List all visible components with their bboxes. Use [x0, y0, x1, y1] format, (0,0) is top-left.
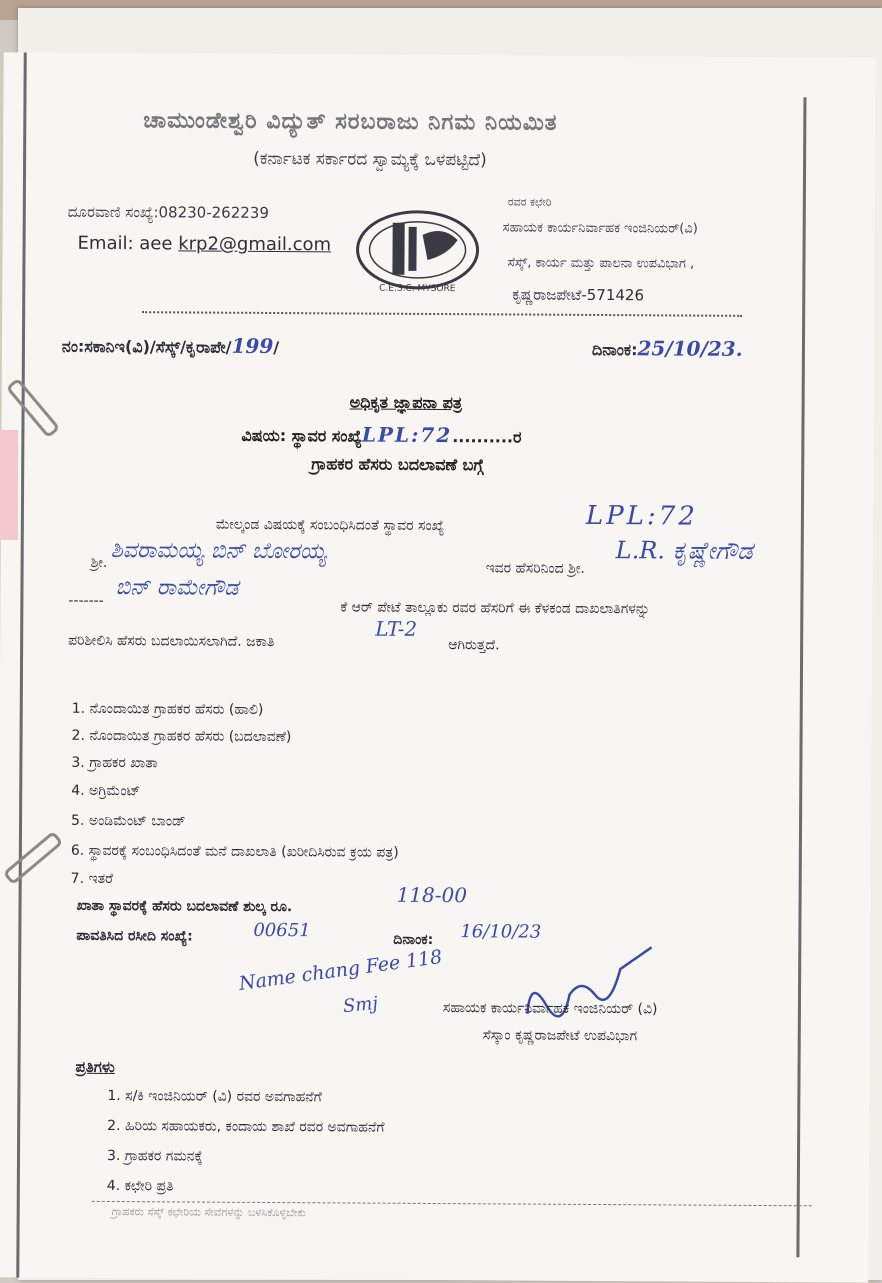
- office-designation: ಸಹಾಯಕ ಕಾರ್ಯನಿರ್ವಾಹಕ ಇಂಜಿನಿಯರ್(ವಿ): [502, 220, 698, 237]
- cesc-logo-icon: [352, 204, 483, 295]
- copy-item: 4. ಕಛೇರಿ ಪ್ರತಿ: [106, 1177, 174, 1195]
- reference-handwritten-number: 199: [231, 333, 274, 358]
- subject-label: ವಿಷಯ: ಸ್ಥಾವರ ಸಂಖ್ಯೆ: [241, 425, 362, 446]
- installation-number: LPL:72: [361, 422, 453, 448]
- copies-heading: ಪ್ರತಿಗಳು: [75, 1057, 115, 1077]
- reference-date: [592, 336, 743, 361]
- body-shri-prefix: ಶ್ರೀ.: [90, 554, 108, 571]
- receipt-date: 16/10/23: [460, 921, 542, 943]
- signatory-office: ಸೆಸ್ಕಾಂ ಕೃಷ್ಣರಾಜಪೇಟೆ ಉಪವಿಭಾಗ: [482, 1027, 638, 1045]
- body-paragraph-4-suffix: ಆಗಿರುತ್ತದೆ.: [448, 637, 500, 654]
- body-paragraph-1: ಮೇಲ್ಕಂಡ ವಿಷಯಕ್ಕೆ ಸಂಬಂಧಿಸಿದಂತೆ ಸ್ಥಾವರ ಸಂಖ್ಯೆ: [215, 516, 445, 535]
- body-paragraph-4: ಪರಿಶೀಲಿಸಿ ಹೆಸರು ಬದಲಾಯಿಸಲಾಗಿದೆ. ಜಕಾತಿ: [68, 632, 275, 651]
- right-border-line: [796, 97, 806, 1257]
- body-paragraph-2: ಇವರ ಹೆಸರಿನಿಂದ ಶ್ರೀ.: [485, 560, 585, 577]
- subject-suffix: ರ: [512, 427, 522, 447]
- email-line: [78, 233, 332, 256]
- fee-label: ಖಾತಾ ಸ್ಥಾವರಕ್ಕೆ ಹೆಸರು ಬದಲಾವಣೆ ಶುಲ್ಕ ರೂ.: [76, 897, 293, 916]
- body-paragraph-3: ಕೆ ಆರ್ ಪೇಟೆ ತಾಲ್ಲೂಕು ರವರ ಹೆಸರಿಗೆ ಈ ಕೆಳಕಂಡ ದಾಖಲಾತಿಗಳನ್ನು: [340, 599, 651, 618]
- document-item: 4. ಅಗ್ರಿಮೆಂಟ್: [71, 782, 141, 800]
- handwritten-date: 25/10/23.: [637, 336, 743, 361]
- govt-note: (ಕರ್ನಾಟಕ ಸರ್ಕಾರದ ಸ್ವಾಮ್ಯಕ್ಕೆ ಒಳಪಟ್ಟಿದೆ): [253, 148, 487, 171]
- office-division: ಸೆಸ್ಕ್, ಕಾರ್ಯ ಮತ್ತು ಪಾಲನಾ ಉಪವಿಭಾಗ ,: [507, 255, 695, 272]
- reference-number: ನಂ:ಸಕಾನಿಇ(ವಿ)/ಸೆಸ್ಕ್/ಕೃರಾಪೇ/199/: [61, 333, 280, 358]
- pink-file-tab: [0, 430, 18, 540]
- memo-title: ಅಧಿಕೃತ ಜ್ಞಾಪನಾ ಪತ್ರ: [349, 392, 463, 413]
- receipt-label: ಪಾವತಿಸಿದ ರಸೀದಿ ಸಂಖ್ಯೆ:: [76, 927, 193, 945]
- copy-item: 2. ಹಿರಿಯ ಸಹಾಯಕರು, ಕಂದಾಯ ಶಾಖೆ ರವರ ಅವಗಾಹನೆಗೆ: [107, 1118, 385, 1136]
- subject-line: ವಿಷಯ: ಸ್ಥಾವರ ಸಂಖ್ಯೆLPL:72..........ರ: [241, 422, 522, 448]
- org-name: ಚಾಮುಂಡೇಶ್ವರಿ ವಿದ್ಯುತ್ ಸರಬರಾಜು ನಿಗಮ ನಿಯಮಿತ: [143, 108, 558, 136]
- handwritten-old-name: ಶಿವರಾಮಯ್ಯ ಬಿನ್ ಬೋರಯ್ಯ: [110, 538, 327, 565]
- email-prefix: Email: aee: [77, 232, 179, 255]
- document-item: 2. ನೊಂದಾಯಿತ ಗ್ರಾಹಕರ ಹೆಸರು (ಬದಲಾವಣೆ): [71, 727, 292, 746]
- reference-label: ನಂ:ಸಕಾನಿಇ(ವಿ)/ಸೆಸ್ಕ್/ಕೃರಾಪೇ/: [61, 336, 232, 357]
- document-item: 7. ಇತರೆ: [70, 870, 114, 888]
- office-label: ರವರ ಕಛೇರಿ: [507, 195, 552, 209]
- handwritten-installation-no: LPL:72: [585, 500, 698, 532]
- header-divider: [142, 311, 742, 317]
- receipt-date-label: ದಿನಾಂಕ:: [393, 931, 434, 948]
- office-address: ಕೃಷ್ಣರಾಜಪೇಟೆ-571426: [512, 285, 645, 305]
- logo-text: C.E.S.C. MYSORE: [379, 283, 456, 295]
- body-dashes: -------: [68, 592, 104, 609]
- footer-note: ಗ್ರಾಹಕರು ಸೆಸ್ಕ್ ಕಛೇರಿಯ ಸೇವೆಗಳನ್ನು ಬಳಸಿಕೊಳ್ಳಬೇಕು: [111, 1205, 306, 1220]
- handwritten-tariff: LT-2: [375, 616, 418, 641]
- copy-item: 3. ಗ್ರಾಹಕರ ಗಮನಕ್ಕೆ: [106, 1147, 203, 1165]
- left-border-line: [16, 52, 26, 1277]
- document-item: 1. ನೊಂದಾಯಿತ ಗ್ರಾಹಕರ ಹೆಸರು (ಹಾಲಿ): [71, 700, 264, 718]
- document-item: 6. ಸ್ಥಾವರಕ್ಕೆ ಸಂಬಂಧಿಸಿದಂತೆ ಮನೆ ದಾಖಲಾತಿ (ಖರೀದಿಸಿರುವ ಕ್ರಯ ಪತ್ರ): [70, 842, 399, 861]
- document-page: [0, 52, 876, 1282]
- email-handle: krp2@gmail.com: [178, 233, 332, 256]
- handwritten-new-name: L.R. ಕೃಷ್ಣೇಗೌಡ: [615, 536, 753, 565]
- handwritten-father-name: ಬಿನ್ ರಾಮೇಗೌಡ: [115, 575, 239, 601]
- document-item: 3. ಗ್ರಾಹಕರ ಖಾತಾ: [71, 754, 158, 772]
- signatory-designation: ಸಹಾಯಕ ಕಾರ್ಯನಿರ್ವಾಹಕ ಇಂಜಿನಿಯರ್ (ವಿ): [442, 1000, 658, 1018]
- copy-item: 1. ಸ/ಕಿ ಇಂಜಿನಿಯರ್ (ವಿ) ರವರ ಅವಗಾಹನೆಗೆ: [107, 1088, 322, 1106]
- fee-amount: 118-00: [396, 882, 468, 908]
- phone-number: ದೂರವಾಣಿ ಸಂಖ್ಯೆ:08230-262239: [67, 202, 269, 222]
- receipt-number: 00651: [253, 919, 311, 942]
- subject-line-2: ಗ್ರಾಹಕರ ಹೆಸರು ಬದಲಾವಣೆ ಬಗ್ಗೆ: [311, 454, 484, 475]
- handwritten-note: Name chang Fee 118: [237, 945, 444, 995]
- date-label: ದಿನಾಂಕ:: [591, 339, 638, 360]
- initials-signature: Smj: [341, 992, 379, 1018]
- document-item: 5. ಅಂಡಿಮೆಂಟ್ ಬಾಂಡ್: [71, 812, 186, 830]
